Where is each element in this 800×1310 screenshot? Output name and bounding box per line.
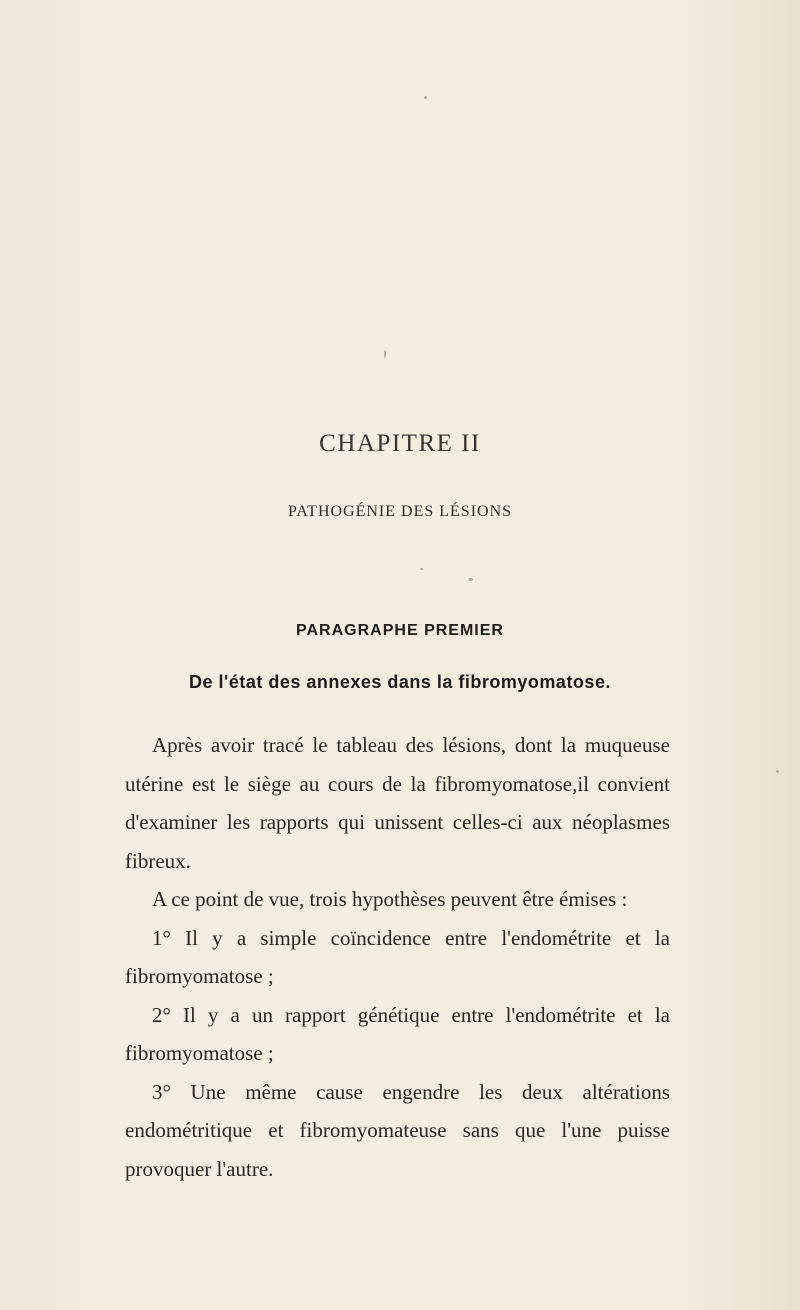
body-text bbox=[125, 726, 670, 1188]
paragraph: A ce point de vue, trois hypothèses peuvent être émises : bbox=[152, 887, 628, 911]
paper-speck bbox=[776, 770, 779, 773]
chapter-subtitle: PATHOGÉNIE DES LÉSIONS bbox=[287, 503, 513, 520]
paper-speck bbox=[420, 568, 423, 570]
paper-speck bbox=[384, 350, 386, 358]
paper-speck bbox=[468, 578, 473, 581]
list-item: 3° Une même cause engendre les deux altérations endométritique et fibromyomateuse sans que l'une puisse provoquer l'autre. bbox=[125, 1079, 670, 1181]
list-item: 1° Il y a simple coïncidence entre l'endométrite et la fibromyomatose ; bbox=[125, 925, 670, 988]
paragraph: Après avoir tracé le tableau des lésions, dont la muqueuse utérine est le siège au cours de la fibromyomatose,il convient d'examiner les rapports qui unissent celles-ci aux néoplasmes fibreux. bbox=[125, 733, 670, 873]
chapter-heading: CHAPITRE II bbox=[319, 430, 481, 457]
section-title: De l'état des annexes dans la fibromyomatose. bbox=[189, 672, 611, 692]
section-heading: PARAGRAPHE PREMIER bbox=[296, 622, 504, 639]
paper-speck bbox=[424, 96, 427, 99]
list-item: 2° Il y a un rapport génétique entre l'endométrite et la fibromyomatose ; bbox=[125, 1002, 670, 1065]
